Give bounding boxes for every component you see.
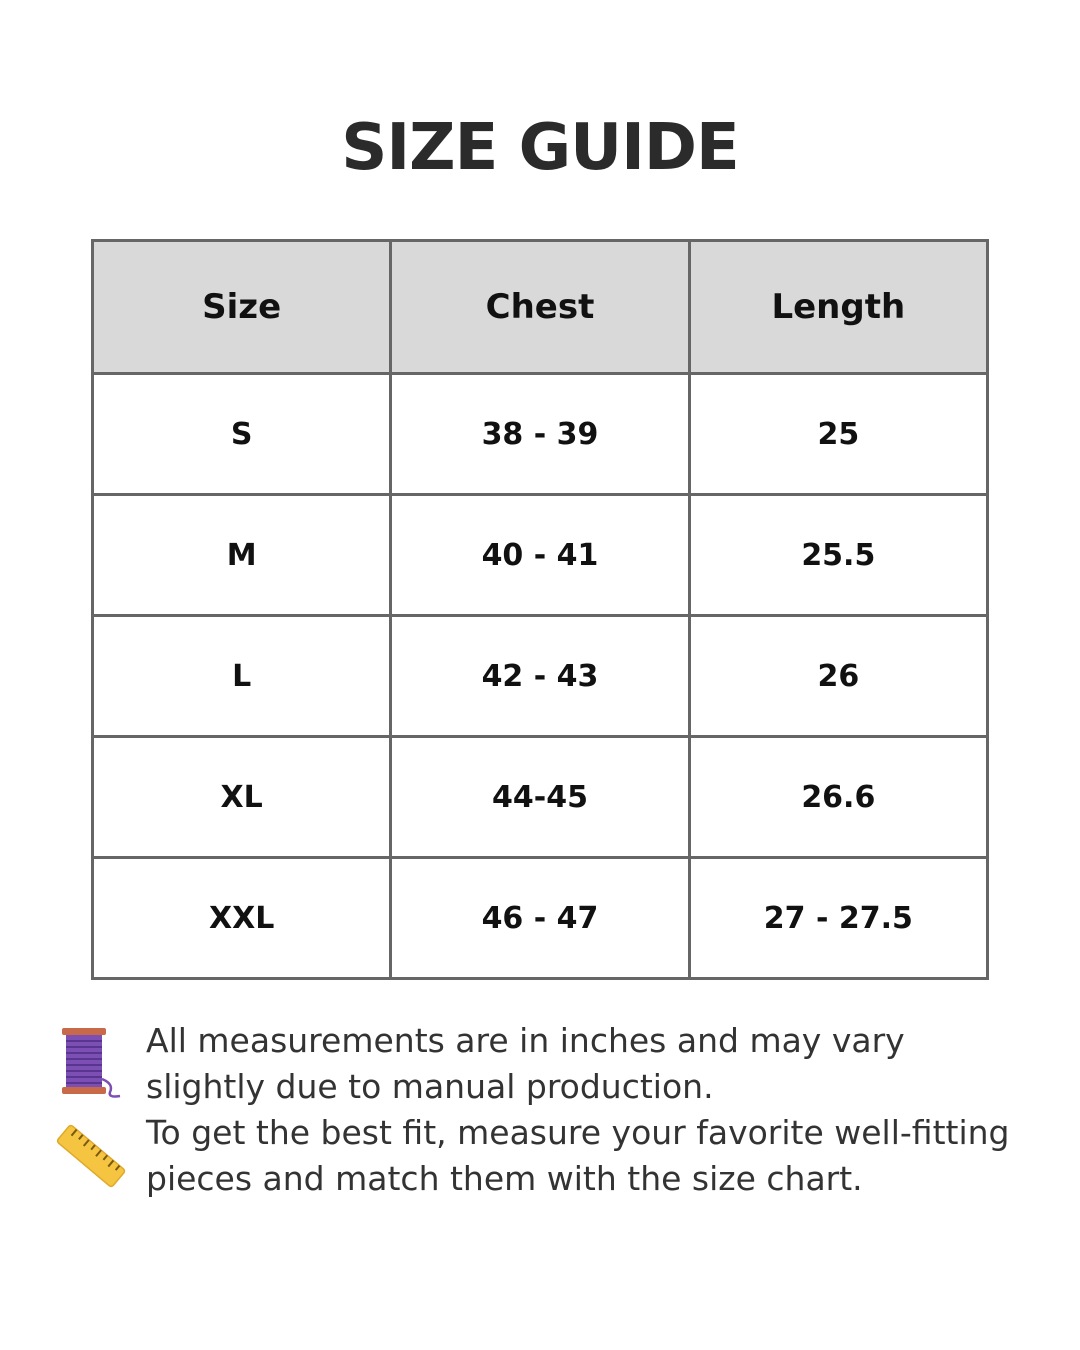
cell-size: XXL xyxy=(93,858,391,979)
table-row xyxy=(93,495,988,616)
note-measurements xyxy=(56,1018,1016,1110)
notes-section xyxy=(56,1018,1016,1202)
table-row xyxy=(93,616,988,737)
cell-length: 25.5 xyxy=(689,495,987,616)
thread-spool-icon xyxy=(56,1024,126,1104)
cell-length: 27 - 27.5 xyxy=(689,858,987,979)
size-chart-table xyxy=(91,239,989,980)
table-row xyxy=(93,737,988,858)
table-header-row xyxy=(93,241,988,374)
cell-chest: 42 - 43 xyxy=(391,616,689,737)
header-length: Length xyxy=(689,241,987,374)
cell-length: 26 xyxy=(689,616,987,737)
note-best-fit xyxy=(56,1110,1016,1202)
cell-size: M xyxy=(93,495,391,616)
header-size: Size xyxy=(93,241,391,374)
cell-length: 25 xyxy=(689,374,987,495)
page-title: SIZE GUIDE xyxy=(341,111,739,185)
cell-chest: 40 - 41 xyxy=(391,495,689,616)
table-row xyxy=(93,374,988,495)
cell-size: XL xyxy=(93,737,391,858)
cell-chest: 38 - 39 xyxy=(391,374,689,495)
cell-size: L xyxy=(93,616,391,737)
cell-chest: 46 - 47 xyxy=(391,858,689,979)
header-chest: Chest xyxy=(391,241,689,374)
table-row xyxy=(93,858,988,979)
cell-size: S xyxy=(93,374,391,495)
cell-length: 26.6 xyxy=(689,737,987,858)
note-text: To get the best fit, measure your favorite well-fitting pieces and match them with the size chart. xyxy=(146,1113,1010,1198)
note-text: All measurements are in inches and may vary slightly due to manual production. xyxy=(146,1021,905,1106)
ruler-icon xyxy=(56,1116,126,1196)
cell-chest: 44-45 xyxy=(391,737,689,858)
